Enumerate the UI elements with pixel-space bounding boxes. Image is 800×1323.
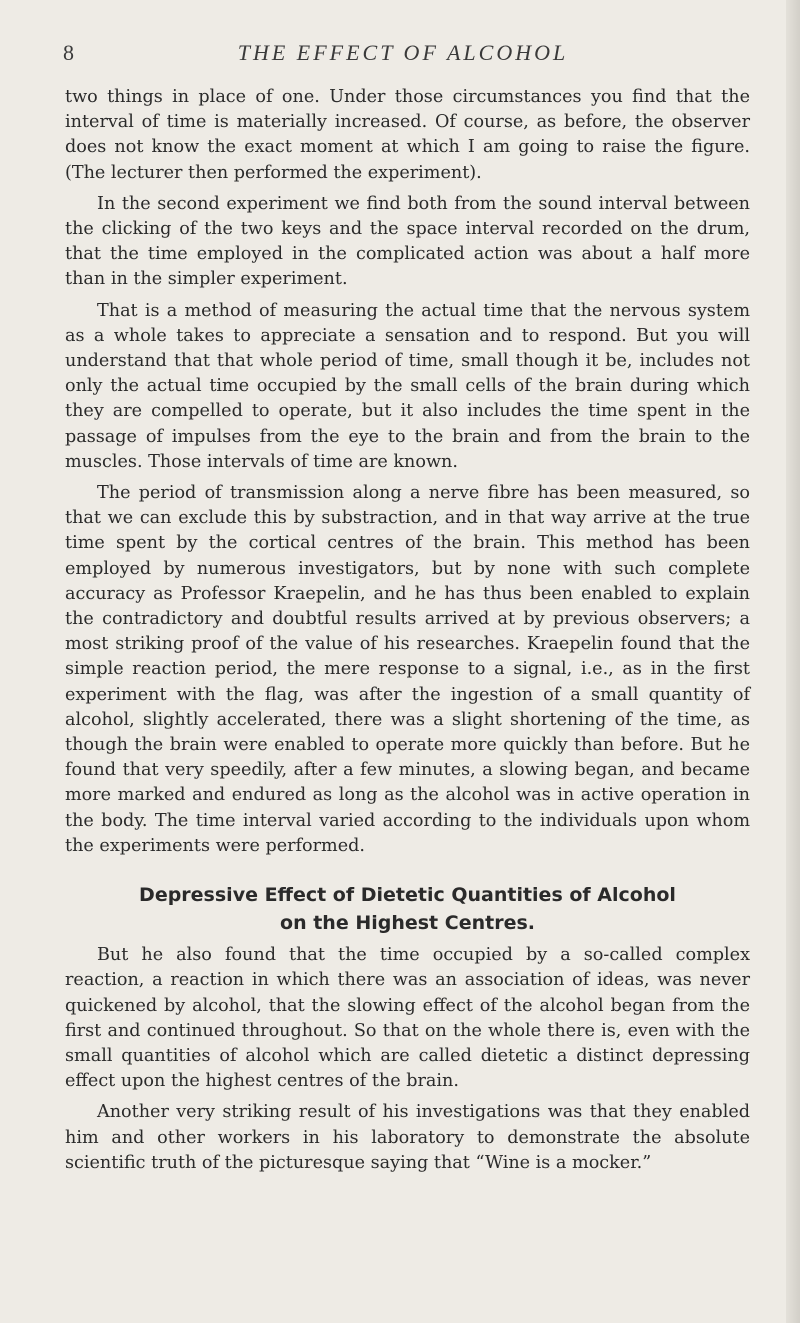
paragraph-wine-mocker: Another very striking result of his investigations was that they enabled him and other workers in his laboratory to demonstrate the absolute scientific truth of the picturesque saying that “Wine is a mocker.” — [65, 1102, 750, 1173]
paragraph-continued: two things in place of one. Under those circumstances you find that the interval of time is materially increased. Of course, as before, the observer does not know the exact moment at which I am going to raise the figure. (The lecturer then performed the experiment). — [65, 87, 750, 183]
paragraph-measuring-method: That is a method of measuring the actual time that the nervous system as a whole takes to appreciate a sensation and to respond. But you will understand that that whole period of time, small though it be, includes not only the actual time occupied by the small cells of the brain during which they are compelled to operate, but it also includes the time spent in the passage of impulses from the eye to the brain and from the brain to the muscles. Those intervals of time are known. — [65, 300, 750, 472]
section-heading-line-1: Depressive Effect of Dietetic Quantities of Alcohol — [139, 884, 676, 907]
body-text — [65, 85, 750, 1176]
paragraph-complex-reaction: But he also found that the time occupied by a so-called complex reaction, a reaction in which there was an association of ideas, was never quickened by alcohol, that the slowing effect of the alcohol began from the first and continued throughout. So that on the whole there is, even with the small quantities of alcohol which are called dietetic a distinct depressing effect upon the highest centres of the brain. — [65, 945, 750, 1092]
paragraph-second-experiment: In the second experiment we find both from the sound interval between the clicking of the two keys and the space interval recorded on the drum, that the time employed in the complicated action was about a half more than in the simpler experiment. — [65, 193, 750, 290]
running-head — [63, 40, 743, 72]
running-title: THE EFFECT OF ALCOHOL — [237, 40, 569, 65]
page-number: 8 — [63, 40, 74, 65]
paragraph-transmission: The period of transmission along a nerve fibre has been measured, so that we can exclude this by substraction, and in that way arrive at the true time spent by the cortical centres of the brain. This method has been employed by numerous investigators, but by none with such complete accuracy as Professor Kraepelin, and he has thus been enabled to explain the contradictory and doubtful results arrived at by previous observers; a most striking proof of the value of his researches. Kraepelin found that the simple reaction period, the mere response to a signal, i.e., as in the first experiment with the flag, was after the ingestion of a small quantity of alcohol, slightly accelerated, there was a slight shortening of the time, as though the brain were enabled to operate more quickly than before. But he found that very speedily, after a few minutes, a slowing began, and became more marked and endured as long as the alcohol was in active operation in the body. The time interval varied according to the individuals upon whom the experiments were performed. — [65, 483, 750, 856]
page-edge — [786, 0, 800, 1323]
section-heading — [65, 881, 750, 937]
section-heading-line-2: on the Highest Centres. — [280, 912, 535, 935]
